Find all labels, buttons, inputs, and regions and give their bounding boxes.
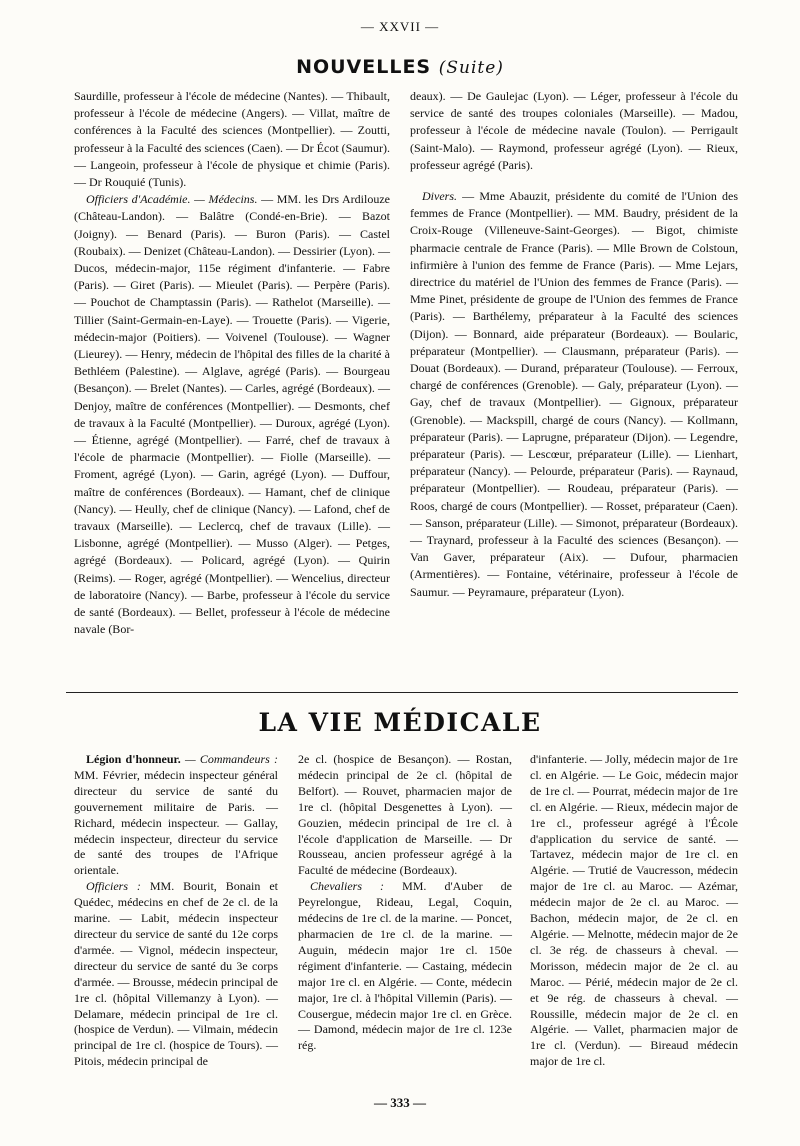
page-number: — 333 — xyxy=(374,1095,426,1110)
nouvelles-suite: (Suite) xyxy=(438,58,504,78)
nouvelles-column-right xyxy=(410,88,738,601)
divers-label: Divers. xyxy=(422,189,457,204)
vie-medicale-title: LA VIE MÉDICALE xyxy=(258,708,542,737)
nouvelles-paragraph: deaux). — De Gaulejac (Lyon). — Léger, professeur à l'école du service de santé des troupes coloniales (Marseille). — Madou, professeur à l'école de médecine navale (Toulon). — Perrigault (Saint-Malo). — Raymond, professeur agrégé (Lyon). — Rieux, professeur agrégé (Paris). xyxy=(410,89,738,172)
vie-medicale-column-3 xyxy=(530,752,738,1070)
officiers-continued: 2e cl. (hospice de Besançon). — Rostan, médecin principal de 2e cl. (hôpital de Belfort). — Rouvet, pharmacien major de 1re cl. (hôpital Desgenettes à Lyon). — Gouzien, médecin principal de 1re cl. à l'école d'application de Marseille. — Dr Rousseau, ancien professeur agrégé à la Faculté de médecine (Bordeaux). xyxy=(298,752,512,878)
vie-medicale-column-2 xyxy=(298,752,512,1054)
chevaliers-continued: d'infanterie. — Jolly, médecin major de 1re cl. en Algérie. — Le Goic, médecin major de 1re cl. — Pourrat, médecin major de 1re cl. en Algérie. — Rieux, médecin major de 1re cl., professeur agrégé à l'École d'application du service de santé. — Tartavez, médecin major de 1re cl. en Algérie. — Trutié de Vaucresson, médecin major de 1re cl. au Maroc. — Azémar, médecin major de 2e cl. au Maroc. — Bachon, médecin major, de 2e cl. en Algérie. — Melnotte, médecin major de 2e cl. 3e rég. de chasseurs à cheval. — Morisson, médecin major de 2e cl. au Maroc. — Périé, médecin major de 2e cl. et 9e rég. de chasseurs à cheval. — Roussille, médecin major de 2e cl. en Algérie. — Vallet, pharmacien major de 1re cl. (Verdun). — Bireaud médecin major de 1re cl. xyxy=(530,752,738,1069)
legion-honneur-label: Légion d'honneur. xyxy=(86,752,181,766)
officiers-academie-text: — MM. les Drs Ardilouze (Château-Landon). — Balâtre (Condé-en-Brie). — Bazot (Joigny). — Benard (Paris). — Buron (Paris). — Castel (Roubaix). — Denizet (Château-Landon). — Dessirier (Lyon). — Ducos, médecin-major, 115e régiment d'infanterie. — Fabre (Paris). — Giret (Paris). — Mieulet (Paris). — Perpère (Paris). — Pouchot de Champtassin (Paris). — Rathelot (Marseille). — Tillier (Saint-Germain-en-Laye). — Trouette (Paris). — Vigerie, médecin-major (Poitiers). — Voivenel (Toulouse). — Wagner (Lieurey). — Henry, médecin de l'hôpital des filles de la charité à Bethléem (Palestine). — Alglave, agrégé (Paris). — Bourgeau (Besançon). — Brelet (Nantes). — Carles, agrégé (Bordeaux). — Denjoy, maître de conférences (Montpellier). — Desmonts, chef de travaux à la Faculté (Montpellier). — Duroux, agrégé (Lyon). — Étienne, agrégé (Montpellier). — Farré, chef de travaux à l'école de pharmacie (Montpellier). — Fiolle (Marseille). — Froment, agrégé (Lyon). — Garin, agrégé (Lyon). — Duffour, maître de conférences (Bordeaux). — Hamant, chef de clinique (Nancy). — Heully, chef de clinique (Nancy). — Lafond, chef de travaux (Marseille). — Leclercq, chef de travaux (Lille). — Lisbonne, agrégé (Montpellier). — Musso (Alger). — Petges, agrégé (Bordeaux). — Policard, agrégé (Lyon). — Quirin (Reims). — Roger, agrégé (Montpellier). — Wencelius, directeur de laboratoire (Nancy). — Barbe, professeur à l'école du service de santé (Bordeaux). — Bellet, professeur à l'école de médecine navale (Bor- xyxy=(74,192,390,637)
chevaliers-text: MM. d'Auber de Peyrelongue, Rideau, Legal, Coquin, médecins de 1re cl. de la marine. — Poncet, pharmacien de 1re cl. de la marine. — Auguin, médecin major 1re cl. 150e régiment d'infanterie. — Castaing, médecin major 1re cl. en Algérie. — Conte, médecin major, 1re cl. à l'hôpital Villemin (Paris). — Cousergue, médecin major 1re cl. en Grèce. — Damond, médecin major de 1re cl. 123e rég. xyxy=(298,879,512,1053)
divers-text: — Mme Abauzit, présidente du comité de l'Union des femmes de France (Montpellier). — MM. Baudry, président de la Croix-Rouge (Villeneuve-Saint-Georges). — Bigot, chimiste pharmacie centrale de France (Paris). — Mlle Brown de Colstoun, infirmière à l'union des femme de France (Paris). — Mme Lejars, directrice du matériel de l'Union des femmes de France (Paris). — Mme Pinet, présidente de groupe de l'Union des femmes de France (Paris). — Barthélemy, préparateur à la Faculté des sciences (Dijon). — Bonnard, aide préparateur (Bordeaux). — Boularic, préparateur (Montpellier). — Clausmann, préparateur (Paris). — Douat (Bordeaux). — Durand, préparateur (Toulouse). — Ferroux, chargé de conférences (Grenoble). — Galy, préparateur (Lyon). — Gay, chef de travaux (Montpellier). — Gignoux, préparateur (Grenoble). — Mackspill, chargé de cours (Nancy). — Kollmann, préparateur (Paris). — Laprugne, préparateur (Dijon). — Legendre, préparateur (Paris). — Lescœur, préparateur (Lille). — Lienhart, préparateur (Nancy). — Pelourde, préparateur (Paris). — Raynaud, préparateur (Montpellier). — Roudeau, préparateur (Paris). — Roos, chargé de cours (Montpellier). — Rosset, préparateur (Caen). — Sanson, préparateur (Lille). — Simonot, préparateur (Bordeaux). — Traynard, professeur à la Faculté des sciences (Besançon). — Van Gaver, préparateur (Aix). — Dufour, pharmacien (Armentières). — Fontaine, vétérinaire, professeur à l'école de Saumur. — Peyramaure, préparateur (Lyon). xyxy=(410,189,738,599)
officiers-text: MM. Bourit, Bonain et Quédec, médecins en chef de 2e cl. de la marine. — Labit, médecin inspecteur directeur du service de santé du 12e corps d'armée. — Vignol, médecin inspecteur, directeur du service de santé du 3e corps d'armée. — Brousse, médecin principal de 1re cl. (hôpital Villemanzy à Lyon). — Delamare, médecin principal de 1re cl. (hospice de Verdun). — Vilmain, médecin principal de 1re cl. (hospice de Tours). — Pitois, médecin principal de xyxy=(74,879,278,1069)
chevaliers-label: Chevaliers : xyxy=(310,879,385,894)
officiers-academie-label: Officiers d'Académie. — Médecins. xyxy=(86,192,258,207)
running-folio: — XXVII — xyxy=(360,19,440,34)
legion-honneur-paragraph xyxy=(74,752,278,879)
nouvelles-column-left xyxy=(74,88,390,639)
commandeurs-label: — Commandeurs : xyxy=(180,752,278,766)
commandeurs-text: MM. Février, médecin inspecteur général directeur du service de santé du gouvernement militaire de Paris. — Richard, médecin inspecteur. — Gallay, médecin inspecteur, directeur du service de santé des troupes de l'Afrique orientale. xyxy=(74,767,278,878)
nouvelles-title: NOUVELLES xyxy=(296,56,432,78)
nouvelles-paragraph: Saurdille, professeur à l'école de médecine (Nantes). — Thibault, professeur à l'école de médecine (Angers). — Villat, maître de conférences à la Faculté des sciences (Montpellier). — Zoutti, professeur à la Faculté des sciences (Caen). — Dr Écot (Saumur). — Langeoin, professeur à l'école de physique et chimie (Paris). — Dr Rouquié (Tunis). xyxy=(74,89,390,190)
officiers-academie-paragraph xyxy=(74,191,390,638)
chevaliers-paragraph xyxy=(298,879,512,1054)
officiers-label: Officiers : xyxy=(86,879,141,894)
divers-paragraph xyxy=(410,188,738,601)
section-divider xyxy=(66,692,738,693)
officiers-paragraph xyxy=(74,879,278,1070)
nouvelles-heading xyxy=(0,56,800,78)
vie-medicale-column-1 xyxy=(74,752,278,1070)
